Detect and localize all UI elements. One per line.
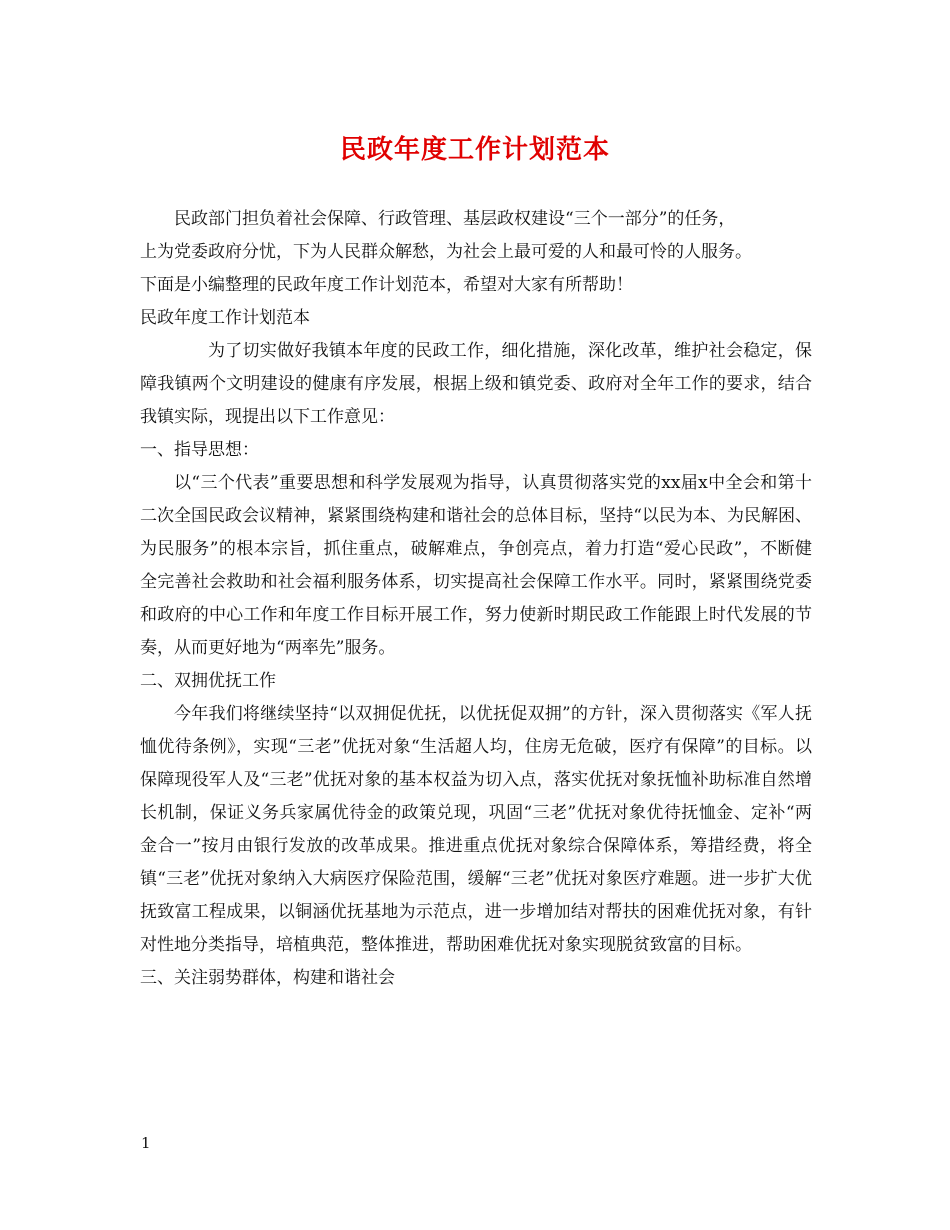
page-number: 1 [141,1134,151,1152]
section-1-paragraph: 以“三个代表”重要思想和科学发展观为指导，认真贯彻落实党的xx届x中全会和第十二次全国民政会议精神，紧紧围绕构建和谐社会的总体目标，坚持“以民为本、为民解困、为民服务”的根本宗旨，抓住重点，破解难点，争创亮点，着力打造“爱心民政”，不断健全完善社会救助和社会福利服务体系，切实提高社会保障工作水平。同时，紧紧围绕党委和政府的中心工作和年度工作目标开展工作，努力使新时期民政工作能跟上时代发展的节奏，从而更好地为“两率先”服务。 [140,473,812,658]
opening-paragraph: 为了切实做好我镇本年度的民政工作，细化措施，深化改革，维护社会稳定，保障我镇两个文明建设的健康有序发展，根据上级和镇党委、政府对全年工作的要求，结合我镇实际，现提出以下工作意见： [140,341,812,427]
intro-line-3: 下面是小编整理的民政年度工作计划范本，希望对大家有所帮助！ [140,275,633,295]
section-2-heading: 二、双拥优抚工作 [140,671,276,691]
document-body [140,203,812,995]
intro-line-1: 民政部门担负着社会保障、行政管理、基层政权建设“三个一部分”的任务， [174,209,736,229]
intro-line-2: 上为党委政府分忧，下为人民群众解愁，为社会上最可爱的人和最可怜的人服务。 [140,242,752,262]
section-3-heading: 三、关注弱势群体，构建和谐社会 [140,968,395,988]
subtitle: 民政年度工作计划范本 [140,308,310,328]
section-1-heading: 一、指导思想： [140,440,259,460]
section-2-paragraph: 今年我们将继续坚持“以双拥促优抚，以优抚促双拥”的方针，深入贯彻落实《军人抚恤优待条例》，实现“三老”优抚对象“生活超人均，住房无危破，医疗有保障”的目标。以保障现役军人及“三老”优抚对象的基本权益为切入点，落实优抚对象抚恤补助标准自然增长机制，保证义务兵家属优待金的政策兑现，巩固“三老”优抚对象优待抚恤金、定补“两金合一”按月由银行发放的改革成果。推进重点优抚对象综合保障体系，筹措经费，将全镇“三老”优抚对象纳入大病医疗保险范围，缓解“三老”优抚对象医疗难题。进一步扩大优抚致富工程成果，以铜涵优抚基地为示范点，进一步增加结对帮扶的困难优抚对象，有针对性地分类指导，培植典范，整体推进，帮助困难优抚对象实现脱贫致富的目标。 [140,704,812,955]
page-title: 民政年度工作计划范本 [339,135,610,165]
